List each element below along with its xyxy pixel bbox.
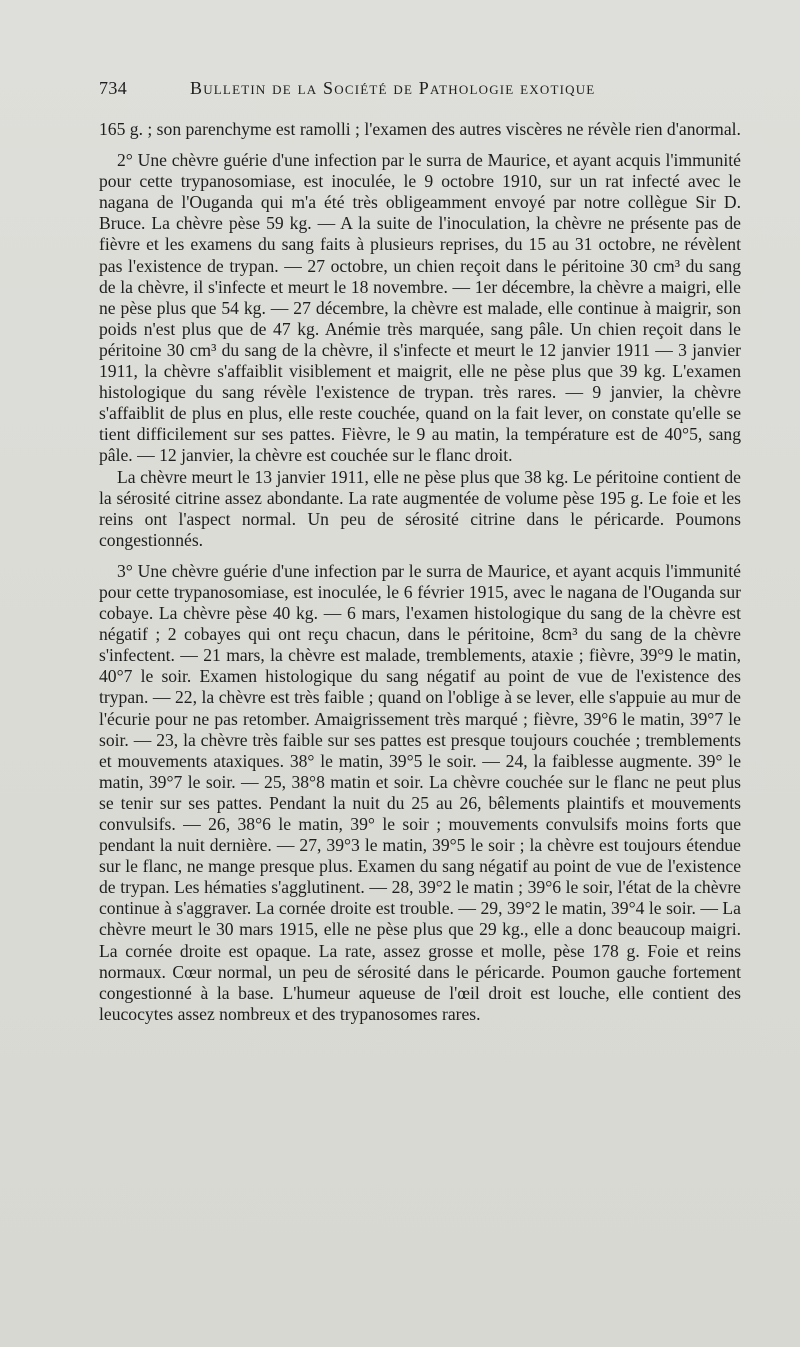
paragraph-3: La chèvre meurt le 13 janvier 1911, elle ne pèse plus que 38 kg. Le péritoine contient de la sérosité citrine assez abondante. La rate augmentée de volume pèse 195 g. Le foie et les reins ont l'aspect normal. Un peu de sérosité citrine dans le péricarde. Poumons congestionnés. [99, 466, 741, 550]
running-head: Bulletin de la Société de Pathologie exotique [190, 78, 596, 98]
paragraph-2: 2° Une chèvre guérie d'une infection par le surra de Maurice, et ayant acquis l'immunité pour cette trypanosomiase, est inoculée, le 9 octobre 1910, sur un rat infecté avec le nagana de l'Ouganda qui m'a été très obligeamment envoyé par notre collègue Sir D. Bruce. La chèvre pèse 59 kg. — A la suite de l'inoculation, la chèvre ne présente pas de fièvre et les examens du sang faits à plusieurs reprises, du 15 au 31 octobre, ne révèlent pas l'existence de trypan. — 27 octobre, un chien reçoit dans le péritoine 30 cm³ du sang de la chèvre, il s'infecte et meurt le 18 novembre. — 1er décembre, la chèvre a maigri, elle ne pèse plus que 54 kg. — 27 décembre, la chèvre est malade, elle continue à maigrir, son poids n'est plus que de 47 kg. Anémie très marquée, sang pâle. Un chien reçoit dans le péritoine 30 cm³ du sang de la chèvre, il s'infecte et meurt le 12 janvier 1911 — 3 janvier 1911, la chèvre s'affaiblit visiblement et maigrit, elle ne pèse plus que 39 kg. L'examen histologique du sang révèle l'existence de trypan. très rares. — 9 janvier, la chèvre s'affaiblit de plus en plus, elle reste couchée, quand on la fait lever, on constate qu'elle se tient difficilement sur ses pattes. Fièvre, le 9 au matin, la température est de 40°5, sang pâle. — 12 janvier, la chèvre est couchée sur le flanc droit. [99, 150, 741, 466]
paragraph-1: 165 g. ; son parenchyme est ramolli ; l'examen des autres viscères ne révèle rien d'anormal. [99, 119, 741, 139]
paragraph-4: 3° Une chèvre guérie d'une infection par le surra de Maurice, et ayant acquis l'immunité pour cette trypanosomiase, est inoculée, le 6 février 1915, avec le nagana de l'Ouganda sur cobaye. La chèvre pèse 40 kg. — 6 mars, l'examen histologique du sang de la chèvre est négatif ; 2 cobayes qui ont reçu chacun, dans le péritoine, 8cm³ du sang de la chèvre s'infectent. — 21 mars, la chèvre est malade, tremblements, ataxie ; fièvre, 39°9 le matin, 40°7 le soir. Examen histologique du sang négatif au point de vue de l'existence des trypan. — 22, la chèvre est très faible ; quand on l'oblige à se lever, elle s'appuie au mur de l'écurie pour ne pas retomber. Amaigrissement très marqué ; fièvre, 39°6 le matin, 39°7 le soir. — 23, la chèvre très faible sur ses pattes est presque toujours couchée ; tremblements et mouvements ataxiques. 38° le matin, 39°5 le soir. — 24, la faiblesse augmente. 39° le matin, 39°7 le soir. — 25, 38°8 matin et soir. La chèvre couchée sur le flanc ne peut plus se tenir sur ses pattes. Pendant la nuit du 25 au 26, bêlements plaintifs et mouvements convulsifs. — 26, 38°6 le matin, 39° le soir ; mouvements convulsifs moins forts que pendant la nuit dernière. — 27, 39°3 le matin, 39°5 le soir ; la chèvre est toujours étendue sur le flanc, ne mange presque plus. Examen du sang négatif au point de vue de l'existence de trypan. Les hématies s'agglutinent. — 28, 39°2 le matin ; 39°6 le soir, l'état de la chèvre continue à s'aggraver. La cornée droite est trouble. — 29, 39°2 le matin, 39°4 le soir. — La chèvre meurt le 30 mars 1915, elle ne pèse plus que 29 kg., elle a donc beaucoup maigri. La cornée droite est opaque. La rate, assez grosse et molle, pèse 178 g. Foie et reins normaux. Cœur normal, un peu de sérosité dans le péricarde. Poumon gauche fortement congestionné à la base. L'humeur aqueuse de l'œil droit est louche, elle contient des leucocytes assez nombreux et des trypanosomes rares. [99, 560, 741, 1024]
page-number: 734 [99, 78, 128, 98]
body-text [99, 119, 741, 1025]
